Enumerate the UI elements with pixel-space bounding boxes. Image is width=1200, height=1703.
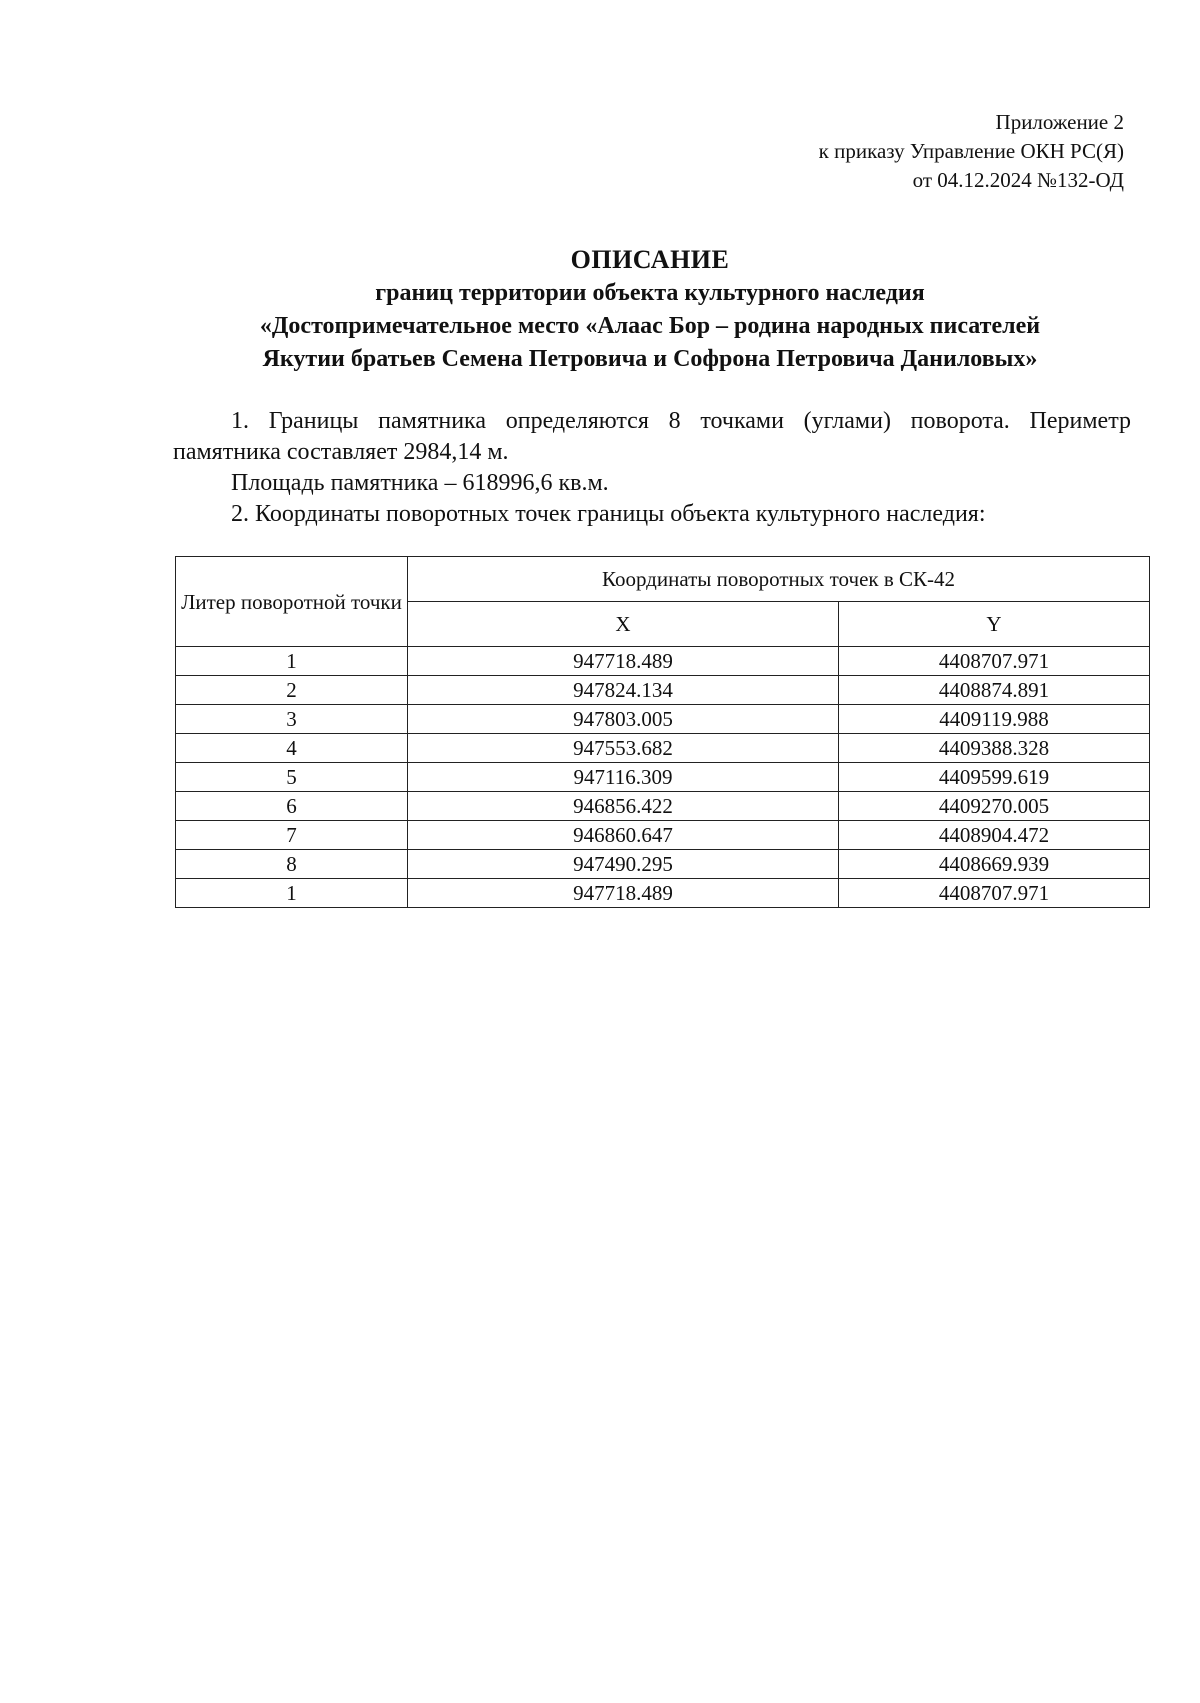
table-row [176,676,1150,705]
point-cell: 2 [176,676,408,705]
paragraph-boundaries: 1. Границы памятника определяются 8 точками (углами) поворота. Периметр памятника составляет 2984,14 м. [173,408,1131,465]
table-row [176,792,1150,821]
x-cell: 946860.647 [408,821,839,850]
y-cell: 4409599.619 [839,763,1150,792]
table-row [176,879,1150,908]
annex-order-date: от 04.12.2024 №132-ОД [912,168,1124,192]
x-cell: 947803.005 [408,705,839,734]
table-row [176,647,1150,676]
table-row [176,821,1150,850]
y-cell: 4408669.939 [839,850,1150,879]
y-cell: 4408904.472 [839,821,1150,850]
x-cell: 947718.489 [408,879,839,908]
document-heading [110,243,1190,376]
point-cell: 5 [176,763,408,792]
header-y: Y [839,602,1150,647]
header-point-label: Литер поворотной точки [176,557,408,647]
y-cell: 4408874.891 [839,676,1150,705]
y-cell: 4409119.988 [839,705,1150,734]
header-coordinates: Координаты поворотных точек в СК-42 [408,557,1150,602]
point-cell: 7 [176,821,408,850]
point-cell: 8 [176,850,408,879]
x-cell: 947116.309 [408,763,839,792]
x-cell: 947490.295 [408,850,839,879]
table-row [176,850,1150,879]
x-cell: 947553.682 [408,734,839,763]
annex-order-reference: к приказу Управление ОКН РС(Я) [818,139,1124,163]
table-row [176,734,1150,763]
y-cell: 4409270.005 [839,792,1150,821]
point-cell: 6 [176,792,408,821]
coordinates-table [175,556,1150,908]
y-cell: 4408707.971 [839,879,1150,908]
annex-header [624,108,1124,195]
header-x: X [408,602,839,647]
document-subtitle-line-2: «Достопримечательное место «Алаас Бор – родина народных писателей [259,313,1041,339]
point-cell: 3 [176,705,408,734]
document-title: ОПИСАНИЕ [570,245,730,274]
point-cell: 1 [176,647,408,676]
annex-number: Приложение 2 [995,110,1124,134]
point-cell: 4 [176,734,408,763]
document-subtitle-line-1: границ территории объекта культурного наследия [375,280,925,306]
document-subtitle-line-3: Якутии братьев Семена Петровича и Софрона Петровича Даниловых» [262,346,1038,372]
paragraph-area: Площадь памятника – 618996,6 кв.м. [231,470,609,496]
paragraph-coordinates-intro: 2. Координаты поворотных точек границы объекта культурного наследия: [231,501,986,527]
x-cell: 946856.422 [408,792,839,821]
y-cell: 4409388.328 [839,734,1150,763]
document-body [173,406,1131,530]
x-cell: 947718.489 [408,647,839,676]
table-row [176,705,1150,734]
point-cell: 1 [176,879,408,908]
y-cell: 4408707.971 [839,647,1150,676]
x-cell: 947824.134 [408,676,839,705]
table-row [176,763,1150,792]
